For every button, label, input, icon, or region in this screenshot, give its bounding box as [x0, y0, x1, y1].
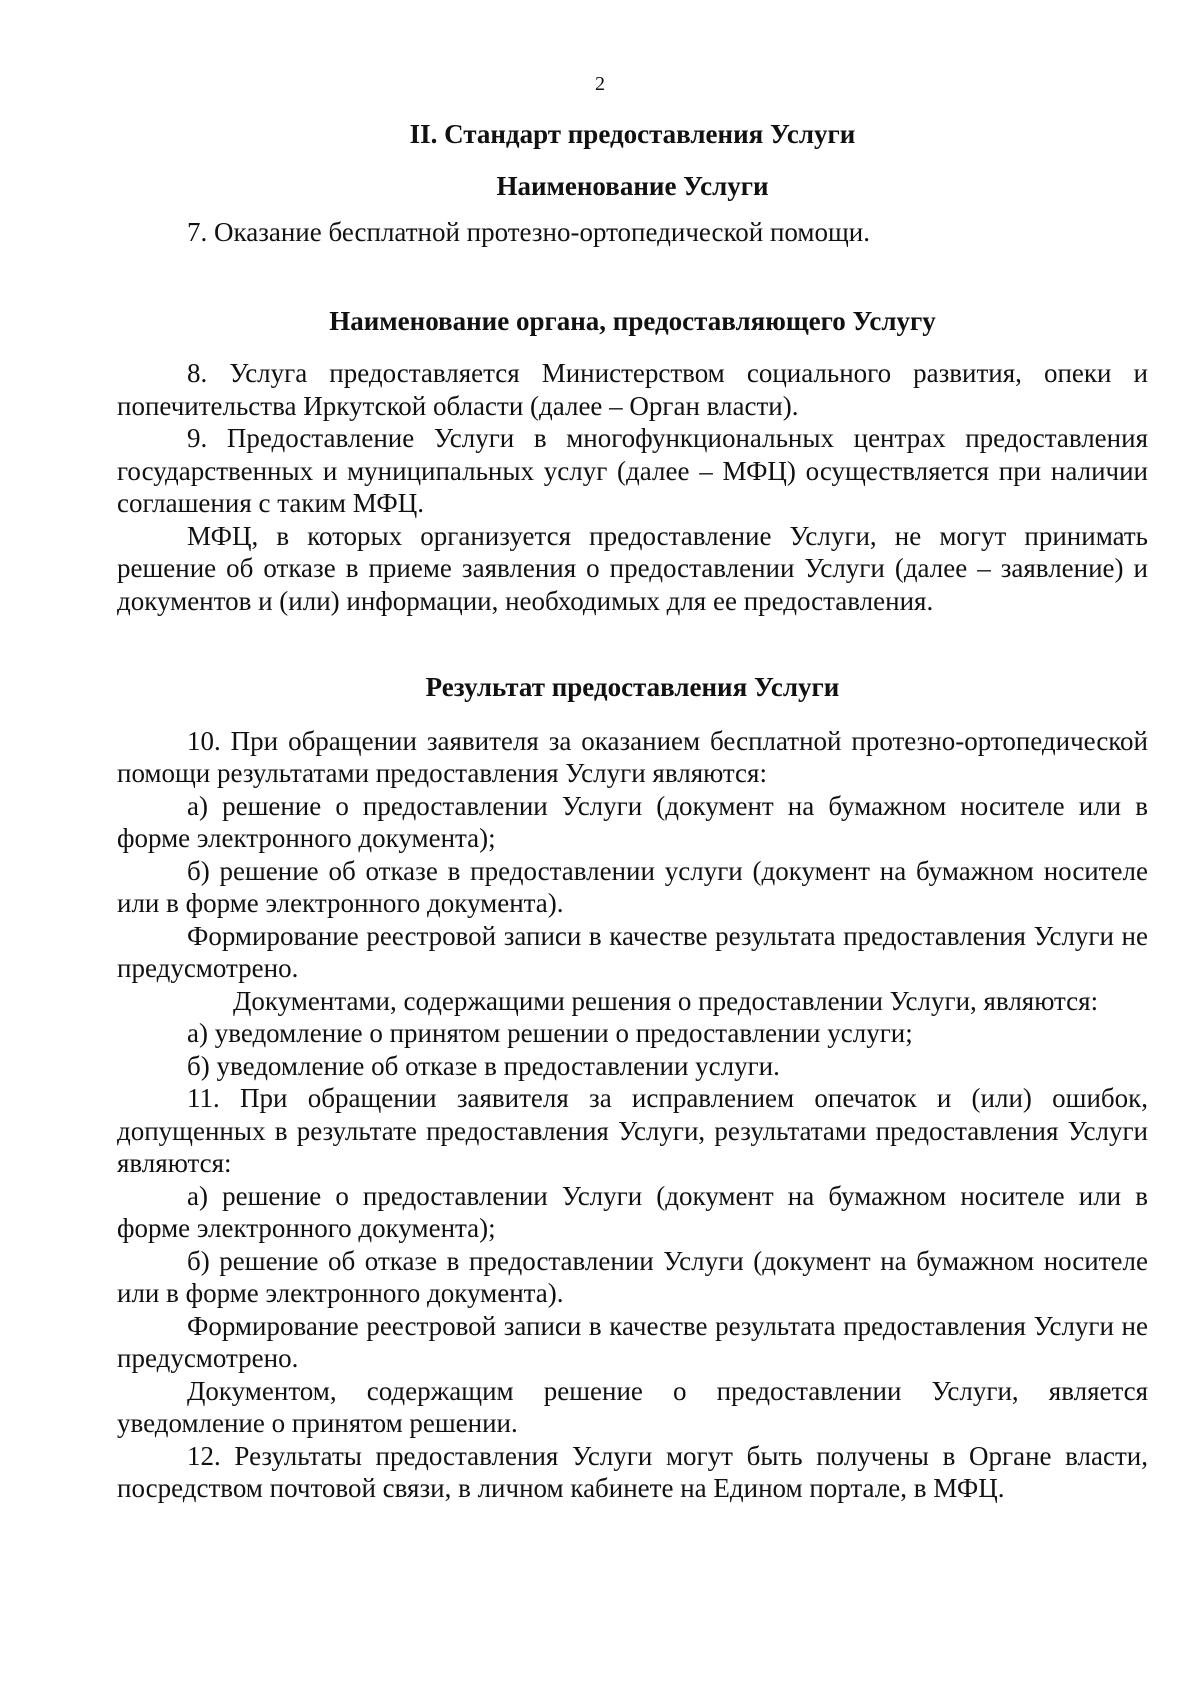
paragraph-11-registry: Формирование реестровой записи в качестве результата предоставления Услуги не предусмотрено. — [117, 1310, 1148, 1373]
paragraph-10-notice-a: а) уведомление о принятом решении о предоставлении услуги; — [187, 1018, 913, 1048]
paragraph-11: 11. При обращении заявителя за исправлением опечаток и (или) ошибок, допущенных в результате предоставления Услуги, результатами предоставления Услуги являются: — [117, 1083, 1148, 1178]
paragraph-10: 10. При обращении заявителя за оказанием бесплатной протезно-ортопедической помощи результатами предоставления Услуги являются: — [117, 725, 1148, 788]
paragraph-10-registry: Формирование реестровой записи в качестве результата предоставления Услуги не предусмотрено. — [117, 920, 1148, 983]
paragraph-12: 12. Результаты предоставления Услуги могут быть получены в Органе власти, посредством почтовой связи, в личном кабинете на Едином портале, в МФЦ. — [117, 1440, 1148, 1503]
paragraph-8: 8. Услуга предоставляется Министерством социального развития, опеки и попечительства Иркутской области (далее – Орган власти). — [117, 358, 1148, 421]
paragraph-10-notice-b: б) уведомление об отказе в предоставлении услуги. — [187, 1050, 780, 1081]
paragraph-7: 7. Оказание бесплатной протезно-ортопедической помощи. — [187, 217, 870, 247]
result-heading: Результат предоставления Услуги — [425, 672, 840, 702]
document-body — [117, 110, 1148, 1505]
page-number: 2 — [595, 73, 605, 95]
authority-heading: Наименование органа, предоставляющего Услугу — [329, 305, 936, 336]
paragraph-9: 9. Предоставление Услуги в многофункциональных центрах предоставления государственных и муниципальных услуг (далее – МФЦ) осуществляется при наличии соглашения с таким МФЦ. — [117, 423, 1148, 518]
paragraph-10-b: б) решение об отказе в предоставлении услуги (документ на бумажном носителе или в форме электронного документа). — [117, 855, 1148, 918]
paragraph-9-mfc: МФЦ, в которых организуется предоставление Услуги, не могут принимать решение об отказе в приеме заявления о предоставлении Услуги (далее – заявление) и документов и (или) информации, необходимых для ее предоставления. — [117, 520, 1148, 616]
paragraph-10-a: а) решение о предоставлении Услуги (документ на бумажном носителе или в форме электронного документа); — [117, 790, 1148, 853]
service-name-heading: Наименование Услуги — [496, 170, 769, 201]
section-heading: II. Стандарт предоставления Услуги — [409, 119, 856, 149]
paragraph-11-a: а) решение о предоставлении Услуги (документ на бумажном носителе или в форме электронного документа); — [117, 1180, 1148, 1243]
paragraph-11-b: б) решение об отказе в предоставлении Услуги (документ на бумажном носителе или в форме электронного документа). — [117, 1245, 1148, 1308]
paragraph-11-document: Документом, содержащим решение о предоставлении Услуги, является уведомление о принятом решении. — [117, 1375, 1148, 1438]
paragraph-10-documents: Документами, содержащими решения о предоставлении Услуги, являются: — [233, 985, 1099, 1016]
